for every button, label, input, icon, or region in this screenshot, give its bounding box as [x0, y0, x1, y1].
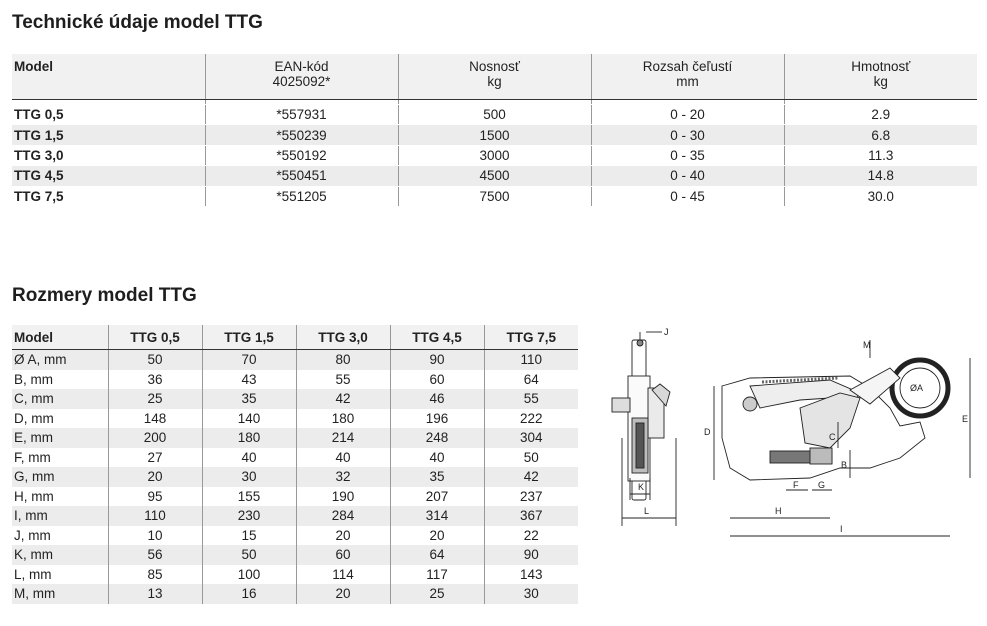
label-g: G	[818, 480, 826, 490]
header-capacity-line2: kg	[487, 74, 502, 89]
table-row	[12, 105, 977, 125]
cell-value: 20	[108, 467, 202, 487]
cell-value: 50	[202, 545, 296, 565]
cell-value: 35	[202, 389, 296, 409]
header-ean-line1: EAN-kód	[274, 59, 329, 74]
cell-value: 22	[484, 526, 578, 546]
table-row	[12, 526, 578, 546]
cell-dimension: E, mm	[12, 428, 108, 448]
cell-value: 248	[390, 428, 484, 448]
cell-value: 50	[108, 350, 202, 370]
cell-value: 36	[108, 370, 202, 390]
header-model: Model	[12, 54, 205, 100]
cell-dimension: C, mm	[12, 389, 108, 409]
header-capacity	[398, 54, 591, 100]
header-ttg-3-0: TTG 3,0	[296, 325, 390, 350]
cell-value: 148	[108, 409, 202, 429]
label-a: ØA	[910, 383, 924, 393]
tech-title: Technické údaje model TTG	[12, 12, 263, 33]
cell-dimension: I, mm	[12, 506, 108, 526]
dims-title: Rozmery model TTG	[12, 285, 197, 306]
table-row	[12, 448, 578, 468]
cell-weight: 11.3	[784, 145, 977, 165]
cell-capacity: 1500	[398, 125, 591, 145]
cell-value: 110	[108, 506, 202, 526]
cell-value: 25	[390, 584, 484, 604]
cell-weight: 30.0	[784, 186, 977, 206]
cell-value: 30	[202, 467, 296, 487]
cell-jaw: 0 - 20	[591, 105, 784, 125]
cell-value: 55	[484, 389, 578, 409]
cell-value: 20	[296, 526, 390, 546]
cell-value: 190	[296, 487, 390, 507]
cell-ean: *550192	[205, 145, 398, 165]
cell-value: 180	[202, 428, 296, 448]
cell-value: 42	[484, 467, 578, 487]
cell-value: 200	[108, 428, 202, 448]
label-i: I	[840, 524, 843, 534]
table-row	[12, 186, 977, 206]
cell-dimension: G, mm	[12, 467, 108, 487]
front-view	[722, 360, 948, 480]
cell-dimension: L, mm	[14, 566, 52, 582]
table-row	[12, 145, 977, 165]
cell-value: 42	[296, 389, 390, 409]
cell-model: TTG 0,5	[12, 105, 205, 125]
label-m: M	[863, 340, 871, 350]
label-l: L	[644, 506, 650, 516]
header-jaw	[591, 54, 784, 100]
cell-value: 20	[296, 584, 390, 604]
cell-dimension: H, mm	[14, 488, 54, 504]
label-e: E	[962, 414, 969, 424]
cell-value: 314	[390, 506, 484, 526]
header-weight-line1: Hmotnosť	[851, 59, 911, 74]
cell-value: 16	[202, 584, 296, 604]
label-f: F	[793, 480, 799, 490]
cell-weight: 14.8	[784, 166, 977, 186]
cell-value: 55	[296, 370, 390, 390]
table-row	[12, 125, 977, 145]
cell-ean: *550239	[205, 125, 398, 145]
header-ean-line2: 4025092*	[272, 74, 331, 89]
cell-jaw: 0 - 35	[591, 145, 784, 165]
cell-value: 35	[390, 467, 484, 487]
cell-capacity: 500	[398, 105, 591, 125]
cell-value: 196	[390, 409, 484, 429]
cell-value: 10	[108, 526, 202, 546]
table-row	[12, 166, 977, 186]
table-header-row	[12, 54, 977, 100]
cell-value: 230	[202, 506, 296, 526]
cell-value: 46	[390, 389, 484, 409]
label-d: D	[704, 427, 711, 437]
cell-model: TTG 3,0	[12, 145, 205, 165]
cell-value: 80	[296, 350, 390, 370]
cell-value: 214	[296, 428, 390, 448]
cell-jaw: 0 - 30	[591, 125, 784, 145]
table-row	[12, 370, 578, 390]
header-jaw-line1: Rozsah čeľustí	[642, 59, 733, 74]
header-ttg-7-5: TTG 7,5	[484, 325, 578, 350]
side-view	[612, 340, 676, 526]
header-model: Model	[12, 325, 108, 350]
cell-weight: 6.8	[784, 125, 977, 145]
cell-value: 40	[390, 448, 484, 468]
clamp-technical-drawing	[600, 318, 980, 546]
cell-value: 13	[108, 584, 202, 604]
cell-value: 60	[390, 370, 484, 390]
cell-model: TTG 1,5	[12, 125, 205, 145]
cell-value: 155	[202, 487, 296, 507]
cell-value: 367	[484, 506, 578, 526]
cell-value: 100	[202, 565, 296, 585]
table-row	[12, 545, 578, 565]
cell-dimension: K, mm	[12, 545, 108, 565]
header-ttg-1-5: TTG 1,5	[202, 325, 296, 350]
header-weight-line2: kg	[873, 74, 888, 89]
table-row	[12, 467, 578, 487]
cell-jaw: 0 - 40	[591, 166, 784, 186]
cell-dimension: J, mm	[14, 527, 51, 543]
table-row	[12, 350, 578, 370]
cell-jaw: 0 - 45	[591, 186, 784, 206]
cell-model: TTG 7,5	[12, 186, 205, 206]
cell-model: TTG 4,5	[12, 166, 205, 186]
cell-value: 114	[296, 565, 390, 585]
cell-value: 180	[296, 409, 390, 429]
cell-ean: *550451	[205, 166, 398, 186]
header-ttg-0-5: TTG 0,5	[108, 325, 202, 350]
label-h: H	[775, 506, 782, 516]
cell-dimension: D, mm	[14, 410, 54, 426]
cell-dimension: F, mm	[14, 449, 51, 465]
cell-value: 25	[108, 389, 202, 409]
cell-value: 27	[108, 448, 202, 468]
cell-value: 20	[390, 526, 484, 546]
cell-capacity: 3000	[398, 145, 591, 165]
table-row	[12, 428, 578, 448]
cell-value: 117	[390, 565, 484, 585]
cell-value: 284	[296, 506, 390, 526]
cell-value: 32	[296, 467, 390, 487]
cell-value: 70	[202, 350, 296, 370]
cell-value: 304	[484, 428, 578, 448]
cell-value: 90	[390, 350, 484, 370]
cell-dimension: Ø A, mm	[12, 350, 108, 370]
technical-data-table	[12, 54, 977, 207]
cell-value: 50	[484, 448, 578, 468]
table-row	[12, 409, 578, 429]
cell-value: 222	[484, 409, 578, 429]
table-row	[12, 487, 578, 507]
table-header-row	[12, 325, 578, 350]
cell-ean: *551205	[205, 186, 398, 206]
table-row	[12, 565, 578, 585]
cell-value: 43	[202, 370, 296, 390]
table-row	[12, 506, 578, 526]
cell-value: 140	[202, 409, 296, 429]
cell-dimension: M, mm	[12, 584, 108, 604]
label-c: C	[829, 432, 836, 442]
cell-dimension: B, mm	[14, 371, 53, 387]
cell-capacity: 7500	[398, 186, 591, 206]
header-jaw-line2: mm	[676, 74, 699, 89]
cell-value: 110	[484, 350, 578, 370]
header-capacity-line1: Nosnosť	[469, 59, 520, 74]
table-row	[12, 584, 578, 604]
header-ttg-4-5: TTG 4,5	[390, 325, 484, 350]
table-row	[12, 389, 578, 409]
cell-value: 85	[108, 565, 202, 585]
cell-value: 207	[390, 487, 484, 507]
cell-value: 143	[484, 565, 578, 585]
header-ean	[205, 54, 398, 100]
cell-value: 64	[484, 370, 578, 390]
label-b: B	[841, 460, 848, 470]
cell-value: 56	[108, 545, 202, 565]
dimensions-table	[12, 325, 578, 604]
cell-value: 30	[484, 584, 578, 604]
cell-value: 40	[202, 448, 296, 468]
cell-value: 15	[202, 526, 296, 546]
cell-capacity: 4500	[398, 166, 591, 186]
cell-value: 90	[484, 545, 578, 565]
label-j: J	[664, 327, 669, 337]
cell-value: 237	[484, 487, 578, 507]
cell-value: 95	[108, 487, 202, 507]
label-k: K	[638, 482, 645, 492]
header-weight	[784, 54, 977, 100]
cell-ean: *557931	[205, 105, 398, 125]
cell-value: 40	[296, 448, 390, 468]
cell-weight: 2.9	[784, 105, 977, 125]
cell-value: 64	[390, 545, 484, 565]
cell-value: 60	[296, 545, 390, 565]
